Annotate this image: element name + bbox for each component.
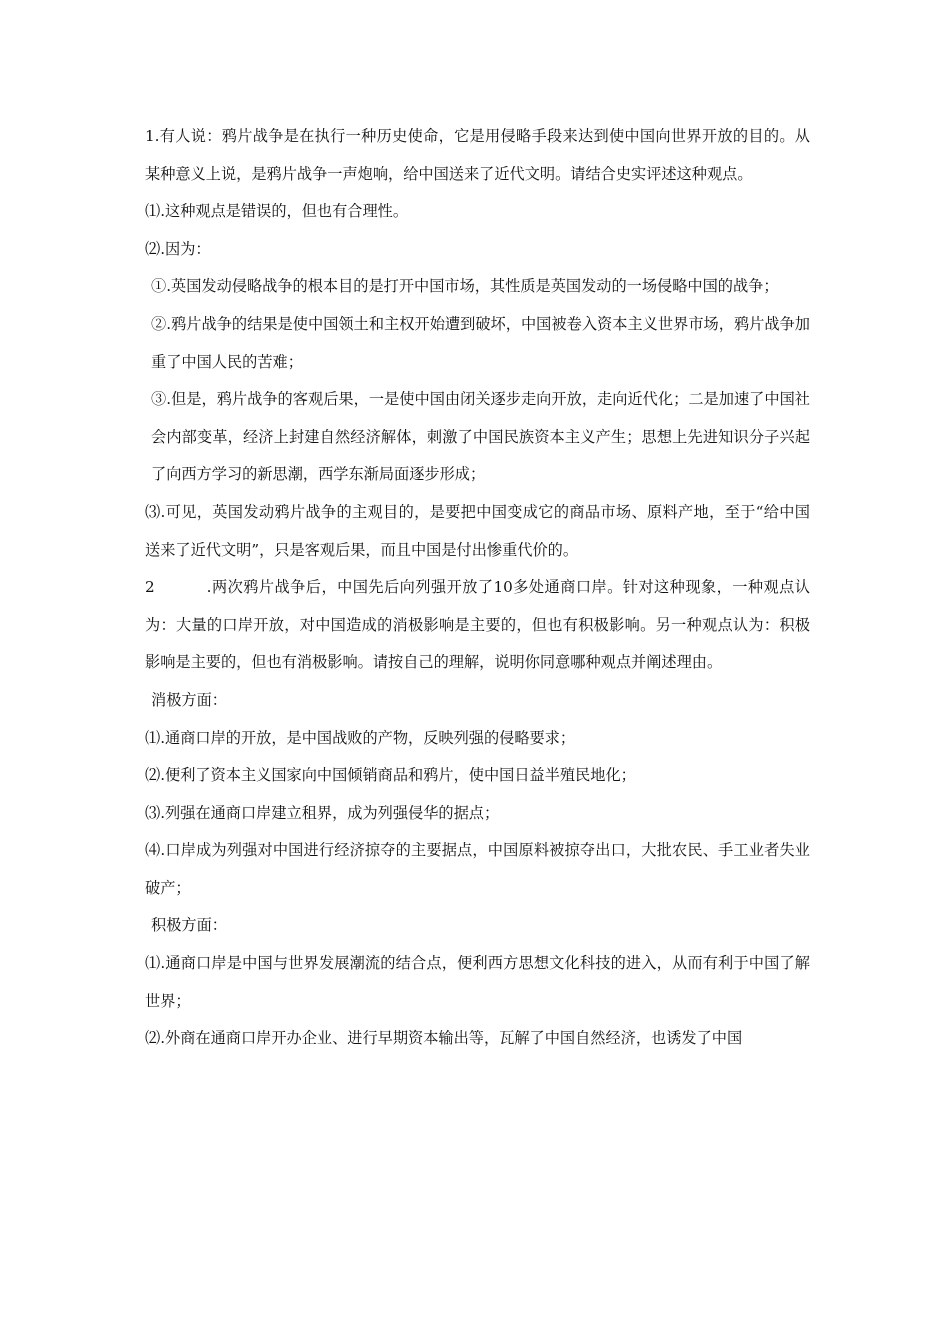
paragraph: ⑴.通商口岸的开放，是中国战败的产物，反映列强的侵略要求； — [145, 728, 576, 747]
paragraph: 1.有人说：鸦片战争是在执行一种历史使命，它是用侵略手段来达到使中国向世界开放的目的。从某种意义上说，是鸦片战争一声炮响，给中国送来了近代文明。请结合史实评述这种观点。 — [145, 127, 810, 183]
paragraph: ①.英国发动侵略战争的根本目的是打开中国市场，其性质是英国发动的一场侵略中国的战争； — [151, 277, 779, 296]
section-heading: 积极方面： — [151, 916, 227, 935]
paragraph: ⑵.外商在通商口岸开办企业、进行早期资本输出等，瓦解了中国自然经济，也诱发了中国 — [145, 1029, 743, 1048]
document-body — [145, 118, 810, 1058]
paragraph: ⑶.列强在通商口岸建立租界，成为列强侵华的据点； — [145, 803, 500, 822]
paragraph: ⑴.通商口岸是中国与世界发展潮流的结合点，便利西方思想文化科技的进入，从而有利于中国了解世界； — [145, 954, 810, 1010]
paragraph: ⑵.因为： — [145, 239, 211, 258]
paragraph: ⑴.这种观点是错误的，但也有合理性。 — [145, 202, 409, 221]
question-number: 2 — [145, 578, 155, 597]
paragraph: ⑵.便利了资本主义国家向中国倾销商品和鸦片，使中国日益半殖民地化； — [145, 766, 636, 785]
question-text: .两次鸦片战争后，中国先后向列强开放了10多处通商口岸。针对这种现象，一种观点认为：大量的口岸开放，对中国造成的消极影响是主要的，但也有积极影响。另一种观点认为：积极影响是主要的，但也有消极影响。请按自己的理解，说明你同意哪种观点并阐述理由。 — [145, 578, 810, 672]
section-heading: 消极方面： — [151, 690, 227, 709]
paragraph: ⑷.口岸成为列强对中国进行经济掠夺的主要据点，中国原料被掠夺出口，大批农民、手工业者失业破产； — [145, 841, 810, 897]
paragraph: ②.鸦片战争的结果是使中国领土和主权开始遭到破坏，中国被卷入资本主义世界市场，鸦片战争加重了中国人民的苦难； — [151, 314, 810, 371]
paragraph: ⑶.可见，英国发动鸦片战争的主观目的，是要把中国变成它的商品市场、原料产地，至于“给中国送来了近代文明”，只是客观后果，而且中国是付出惨重代价的。 — [145, 502, 810, 559]
question-paragraph — [145, 569, 810, 682]
paragraph: ③.但是，鸦片战争的客观后果，一是使中国由闭关逐步走向开放，走向近代化；二是加速了中国社会内部变革，经济上封建自然经济解体，刺激了中国民族资本主义产生；思想上先进知识分子兴起了向西方学习的新思潮，西学东渐局面逐步形成； — [151, 390, 810, 484]
